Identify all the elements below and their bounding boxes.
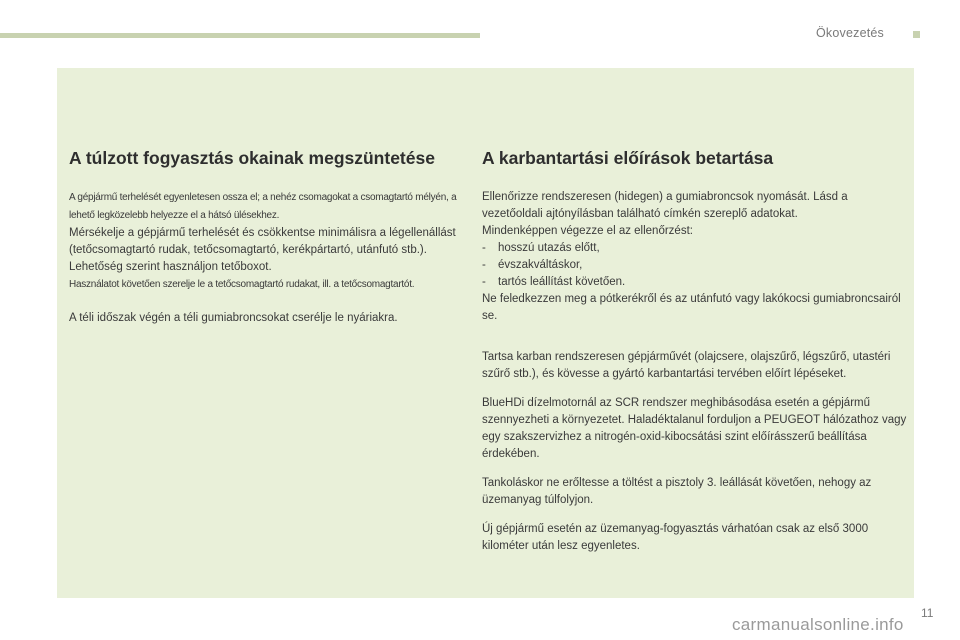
right-para-pressure: Ellenőrizze rendszeresen (hidegen) a gumiabroncsok nyomását. Lásd a vezetőoldali ajtónyílásban található címkén szereplő adatokat. [482, 191, 848, 220]
right-para-refuel: Tankoláskor ne erőltesse a töltést a pisztoly 3. leállását követően, nehogy az üzemanyag túlfolyjon. [482, 477, 872, 506]
right-para-spare: Ne feledkezzen meg a pótkerékről és az utánfutó vagy lakókocsi gumiabroncsairól se. [482, 293, 901, 322]
right-heading: A karbantartási előírások betartása [482, 148, 774, 168]
left-column [69, 148, 469, 327]
left-para-load: A gépjármű terhelését egyenletesen ossza el; a nehéz csomagokat a csomagtartó mélyén, a lehető legközelebb helyezze el a hátsó ülésekhez. [69, 192, 457, 221]
left-heading: A túlzott fogyasztás okainak megszüntetése [69, 148, 435, 168]
content-panel [57, 68, 914, 598]
right-para-check: Mindenképpen végezze el az ellenőrzést: [482, 225, 693, 237]
left-para-drag: Mérsékelje a gépjármű terhelését és csökkentse minimálisra a légellenállást (tetőcsomagtartó rudak, tetőcsomagtartó, kerékpártartó, utánfutó stb.). Lehetőség szerint használjon tetőboxot. [69, 227, 456, 273]
right-para-newcar: Új gépjármű esetén az üzemanyag-fogyasztás várhatóan csak az első 3000 kilométer után lesz egyenletes. [482, 523, 869, 552]
left-para-tyres: A téli időszak végén a téli gumiabroncsokat cserélje le nyáriakra. [69, 312, 398, 324]
page-number: 11 [921, 606, 934, 620]
watermark: carmanualsonline.info [732, 615, 904, 634]
list-item: - hosszú utazás előtt, [482, 242, 600, 254]
section-marker [913, 31, 920, 38]
list-item: - évszakváltáskor, [482, 259, 583, 271]
list-item: - tartós leállítást követően. [482, 276, 626, 288]
section-title: Ökovezetés [816, 26, 885, 40]
right-para-service: Tartsa karban rendszeresen gépjárművét (olajcsere, olajszűrő, légszűrő, utastéri szűrő stb.), és kövesse a gyártó karbantartási tervében előírt lépéseket. [482, 351, 891, 380]
right-para-scr: BlueHDi dízelmotornál az SCR rendszer meghibásodása esetén a gépjármű szennyezheti a környezetet. Haladéktalanul forduljon a PEUGEOT hálózathoz vagy egy szakszervizhez a nitrogén-oxid-kibocsátási szint előírásszerű beállítása érdekében. [482, 397, 907, 460]
header-bar [0, 33, 480, 38]
left-para-roofbars: Használatot követően szerelje le a tetőcsomagtartó rudakat, ill. a tetőcsomagtartót. [69, 279, 415, 290]
right-column [482, 148, 907, 555]
